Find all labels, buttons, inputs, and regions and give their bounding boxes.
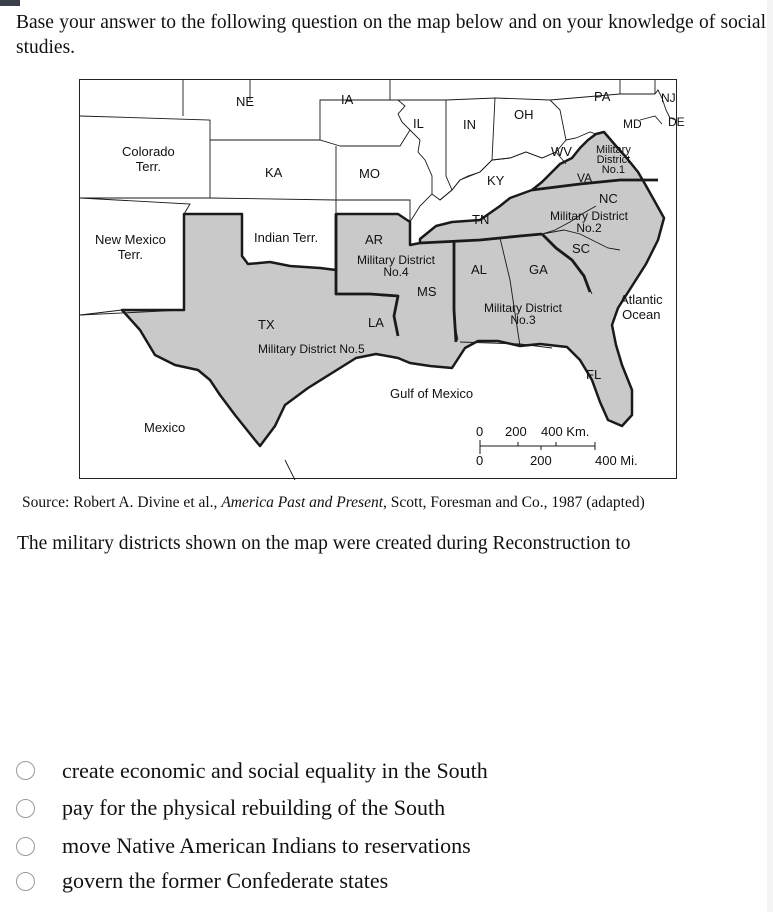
label-la: LA (368, 315, 384, 330)
label-military-district-4: Military District No.4 (357, 253, 435, 279)
source-prefix: Source: Robert A. Divine et al., (22, 494, 222, 511)
map-source-citation (22, 494, 645, 512)
scale-mi-400: 400 Mi. (595, 453, 638, 468)
label-oh: OH (514, 107, 534, 122)
label-va: VA (577, 171, 593, 185)
label-military-district-5: Military District No.5 (258, 342, 365, 356)
label-mo: MO (359, 166, 380, 181)
label-colorado-terr: Colorado Terr. (122, 144, 175, 174)
reconstruction-map (79, 79, 685, 479)
scale-km-0: 0 (476, 424, 484, 439)
label-ia: IA (341, 92, 354, 107)
label-nc: NC (599, 191, 618, 206)
label-military-district-2: Military District No.2 (550, 209, 628, 235)
label-ne: NE (236, 94, 255, 109)
label-military-district-1: Military District No.1 (596, 144, 631, 176)
window-corner-marker (0, 0, 20, 6)
answer-choice-text: move Native American Indians to reservations (62, 833, 471, 858)
label-atlantic-ocean: Atlantic Ocean (620, 292, 663, 322)
label-tn: TN (472, 212, 490, 227)
label-new-mexico-terr: New Mexico Terr. (95, 232, 166, 262)
question-intro: Base your answer to the following question on the map below and on your knowledge of social studies. (16, 12, 766, 58)
answer-choice-text: create economic and social equality in the South (62, 757, 488, 783)
answer-choice-text: pay for the physical rebuilding of the South (62, 795, 446, 820)
scale-bars (480, 440, 595, 454)
label-ga: GA (529, 262, 548, 277)
label-md: MD (623, 117, 642, 131)
label-in: IN (463, 117, 476, 132)
label-mexico: Mexico (144, 420, 186, 435)
radio-button[interactable] (16, 872, 35, 891)
radio-button[interactable] (16, 761, 35, 780)
scale-mi-0: 0 (476, 453, 484, 468)
answer-choice-1[interactable] (16, 752, 488, 789)
label-al: AL (471, 262, 487, 277)
label-ky: KY (487, 173, 505, 188)
label-ms: MS (417, 284, 437, 299)
label-military-district-3: Military District No.3 (484, 301, 562, 327)
source-suffix: , Scott, Foresman and Co., 1987 (adapted) (383, 494, 645, 511)
answer-choices (16, 752, 488, 897)
label-fl: FL (586, 367, 602, 382)
scale-km-400: 400 Km. (541, 424, 590, 439)
label-de: DE (668, 115, 685, 129)
label-nj: NJ (661, 91, 676, 105)
answer-choice-2[interactable] (16, 789, 488, 827)
scale-mi-200: 200 (530, 453, 552, 468)
radio-button[interactable] (16, 799, 35, 818)
label-indian-terr: Indian Terr. (254, 230, 319, 245)
label-il: IL (413, 116, 424, 131)
label-sc: SC (572, 241, 591, 256)
source-title: America Past and Present (221, 494, 384, 511)
question-stem: The military districts shown on the map were created during Reconstruction to (17, 533, 631, 554)
answer-choice-4[interactable] (16, 865, 488, 897)
label-ar: AR (365, 232, 384, 247)
answer-choice-text: govern the former Confederate states (62, 868, 389, 893)
label-pa: PA (594, 89, 611, 104)
answer-choice-3[interactable] (16, 827, 488, 865)
label-ka: KA (265, 165, 283, 180)
scrollbar[interactable] (767, 0, 773, 912)
scale-km-200: 200 (505, 424, 527, 439)
label-wv: WV (551, 144, 572, 159)
radio-button[interactable] (16, 837, 35, 856)
label-gulf-of-mexico: Gulf of Mexico (390, 386, 474, 401)
label-tx: TX (258, 317, 275, 332)
